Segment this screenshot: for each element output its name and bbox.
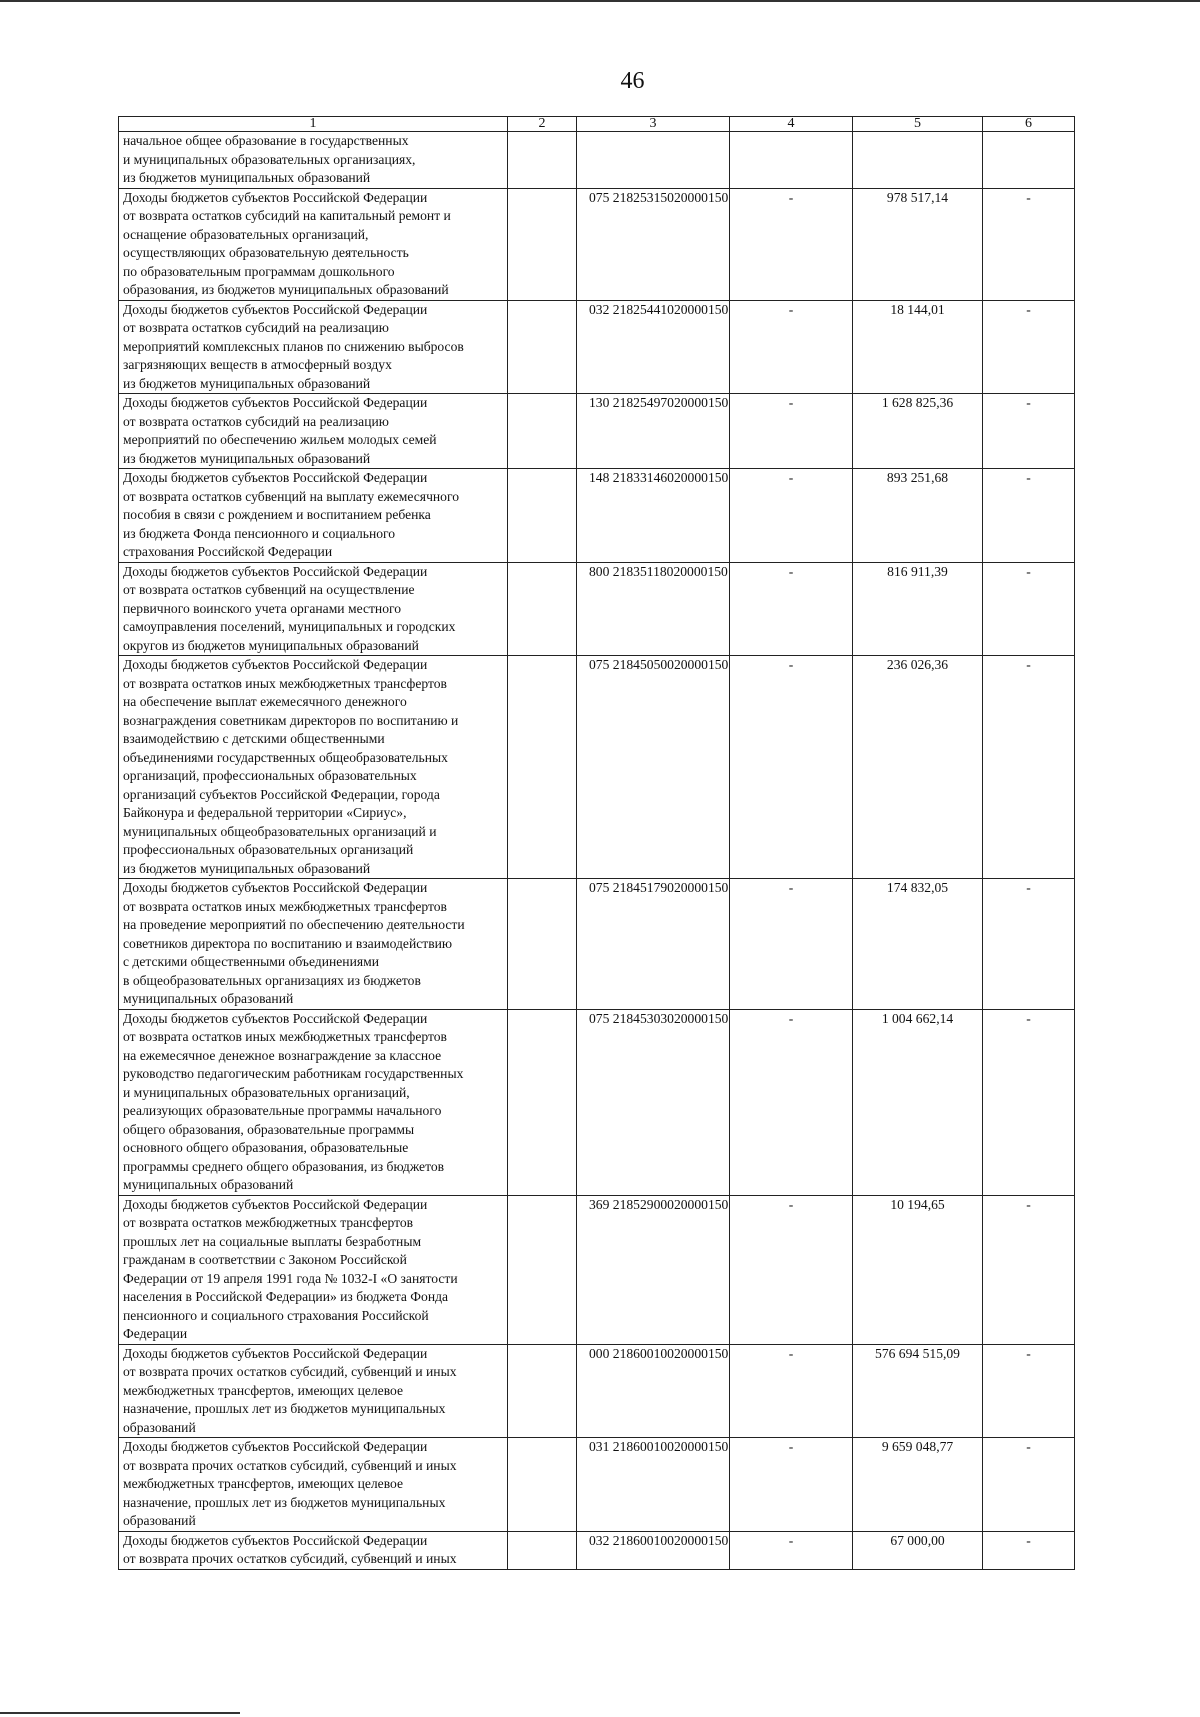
row-budget-code: 800 21835118020000150 (577, 562, 730, 656)
row-column-4: - (730, 656, 853, 879)
row-column-4: - (730, 300, 853, 394)
row-budget-code: 130 21825497020000150 (577, 394, 730, 469)
row-column-2 (508, 1009, 577, 1195)
row-column-6: - (983, 469, 1075, 563)
row-column-4: - (730, 1009, 853, 1195)
row-column-2 (508, 300, 577, 394)
row-column-6: - (983, 656, 1075, 879)
row-description: Доходы бюджетов субъектов Российской Федерации от возврата остатков межбюджетных трансфертов прошлых лет на социальные выплаты безработным гражданам в соответствии с Законом Российской Федерации от 19 апреля 1991 года № 1032-I «О занятости населения в Российской Федерации» из бюджета Фонда пенсионного и социального страхования Российской Федерации (119, 1195, 508, 1344)
row-column-2 (508, 656, 577, 879)
row-column-2 (508, 1195, 577, 1344)
row-column-6: - (983, 1531, 1075, 1569)
row-amount: 67 000,00 (853, 1531, 983, 1569)
row-column-6: - (983, 1344, 1075, 1438)
row-column-2 (508, 879, 577, 1010)
row-description: Доходы бюджетов субъектов Российской Федерации от возврата остатков иных межбюджетных трансфертов на проведение мероприятий по обеспечению деятельности советников директора по воспитанию и взаимодействию с детскими общественными объединениями в общеобразовательных организациях из бюджетов муниципальных образований (119, 879, 508, 1010)
row-column-4: - (730, 469, 853, 563)
row-column-4: - (730, 394, 853, 469)
table-body (119, 132, 1075, 1570)
row-amount: 9 659 048,77 (853, 1438, 983, 1532)
row-description: Доходы бюджетов субъектов Российской Федерации от возврата остатков субсидий на реализацию мероприятий по обеспечению жильем молодых семей из бюджетов муниципальных образований (119, 394, 508, 469)
bottom-edge-line (0, 1712, 240, 1714)
column-header-6: 6 (983, 117, 1075, 132)
row-column-2 (508, 562, 577, 656)
row-column-6: - (983, 879, 1075, 1010)
table-row (119, 1531, 1075, 1569)
table-row (119, 394, 1075, 469)
row-budget-code: 075 21845303020000150 (577, 1009, 730, 1195)
table-row (119, 1009, 1075, 1195)
column-header-4: 4 (730, 117, 853, 132)
table-row (119, 300, 1075, 394)
row-budget-code: 031 21860010020000150 (577, 1438, 730, 1532)
row-amount: 893 251,68 (853, 469, 983, 563)
row-column-6: - (983, 1195, 1075, 1344)
row-column-6: - (983, 300, 1075, 394)
row-budget-code: 075 21845179020000150 (577, 879, 730, 1010)
row-column-6: - (983, 1438, 1075, 1532)
table-row (119, 1438, 1075, 1532)
row-amount: 10 194,65 (853, 1195, 983, 1344)
row-amount: 576 694 515,09 (853, 1344, 983, 1438)
row-column-2 (508, 188, 577, 300)
row-column-2 (508, 1438, 577, 1532)
row-column-4: - (730, 562, 853, 656)
table-row (119, 1195, 1075, 1344)
row-column-4: - (730, 1344, 853, 1438)
row-column-4: - (730, 188, 853, 300)
table-row (119, 562, 1075, 656)
row-column-4: - (730, 879, 853, 1010)
row-amount: 18 144,01 (853, 300, 983, 394)
row-description: Доходы бюджетов субъектов Российской Федерации от возврата прочих остатков субсидий, субвенций и иных (119, 1531, 508, 1569)
row-description: Доходы бюджетов субъектов Российской Федерации от возврата прочих остатков субсидий, субвенций и иных межбюджетных трансфертов, имеющих целевое назначение, прошлых лет из бюджетов муниципальных образований (119, 1344, 508, 1438)
column-header-2: 2 (508, 117, 577, 132)
row-description: Доходы бюджетов субъектов Российской Федерации от возврата остатков субвенций на осуществление первичного воинского учета органами местного самоуправления поселений, муниципальных и городских округов из бюджетов муниципальных образований (119, 562, 508, 656)
row-budget-code: 000 21860010020000150 (577, 1344, 730, 1438)
revenue-table (118, 116, 1075, 1570)
row-description: Доходы бюджетов субъектов Российской Федерации от возврата остатков субвенций на выплату ежемесячного пособия в связи с рождением и воспитанием ребенка из бюджета Фонда пенсионного и социального страхования Российской Федерации (119, 469, 508, 563)
table-row (119, 188, 1075, 300)
row-description: Доходы бюджетов субъектов Российской Федерации от возврата остатков субсидий на реализацию мероприятий комплексных планов по снижению выбросов загрязняющих веществ в атмосферный воздух из бюджетов муниципальных образований (119, 300, 508, 394)
page-number: 46 (620, 68, 645, 94)
table-row (119, 656, 1075, 879)
row-budget-code: 032 21860010020000150 (577, 1531, 730, 1569)
row-amount: 816 911,39 (853, 562, 983, 656)
row-amount: 174 832,05 (853, 879, 983, 1010)
table-row (119, 879, 1075, 1010)
table-row (119, 469, 1075, 563)
row-amount: 1 628 825,36 (853, 394, 983, 469)
table-row (119, 1344, 1075, 1438)
row-column-2 (508, 469, 577, 563)
row-description: Доходы бюджетов субъектов Российской Федерации от возврата остатков субсидий на капитальный ремонт и оснащение образовательных организаций, осуществляющих образовательную деятельность по образовательным программам дошкольного образования, из бюджетов муниципальных образований (119, 188, 508, 300)
table-header-row (119, 117, 1075, 132)
column-header-3: 3 (577, 117, 730, 132)
column-header-5: 5 (853, 117, 983, 132)
row-column-6: - (983, 188, 1075, 300)
row-column-6: - (983, 562, 1075, 656)
row-amount: 236 026,36 (853, 656, 983, 879)
row-column-6: - (983, 1009, 1075, 1195)
row-column-6 (983, 132, 1075, 189)
table-row (119, 132, 1075, 189)
column-header-1: 1 (119, 117, 508, 132)
row-column-4: - (730, 1195, 853, 1344)
row-column-2 (508, 1344, 577, 1438)
row-description: Доходы бюджетов субъектов Российской Федерации от возврата прочих остатков субсидий, субвенций и иных межбюджетных трансфертов, имеющих целевое назначение, прошлых лет из бюджетов муниципальных образований (119, 1438, 508, 1532)
row-budget-code: 075 21845050020000150 (577, 656, 730, 879)
row-budget-code: 369 21852900020000150 (577, 1195, 730, 1344)
row-description: Доходы бюджетов субъектов Российской Федерации от возврата остатков иных межбюджетных трансфертов на обеспечение выплат ежемесячного денежного вознаграждения советникам директоров по воспитанию и взаимодействию с детскими общественными объединениями государственных общеобразовательных организаций, профессиональных образовательных организаций субъектов Российской Федерации, города Байконура и федеральной территории «Сириус», муниципальных общеобразовательных организаций и профессиональных образовательных организаций из бюджетов муниципальных образований (119, 656, 508, 879)
row-amount: 978 517,14 (853, 188, 983, 300)
row-column-4 (730, 132, 853, 189)
row-budget-code: 148 21833146020000150 (577, 469, 730, 563)
row-budget-code: 075 21825315020000150 (577, 188, 730, 300)
row-description: Доходы бюджетов субъектов Российской Федерации от возврата остатков иных межбюджетных трансфертов на ежемесячное денежное вознаграждение за классное руководство педагогическим работникам государственных и муниципальных образовательных организаций, реализующих образовательные программы начального общего образования, образовательные программы основного общего образования, образовательные программы среднего общего образования, из бюджетов муниципальных образований (119, 1009, 508, 1195)
row-column-2 (508, 1531, 577, 1569)
row-description: начальное общее образование в государственных и муниципальных образовательных организациях, из бюджетов муниципальных образований (119, 132, 508, 189)
row-column-4: - (730, 1531, 853, 1569)
row-amount: 1 004 662,14 (853, 1009, 983, 1195)
row-column-4: - (730, 1438, 853, 1532)
row-amount (853, 132, 983, 189)
top-edge-line (0, 0, 1200, 2)
row-column-6: - (983, 394, 1075, 469)
row-column-2 (508, 394, 577, 469)
row-column-2 (508, 132, 577, 189)
row-budget-code: 032 21825441020000150 (577, 300, 730, 394)
row-budget-code (577, 132, 730, 189)
